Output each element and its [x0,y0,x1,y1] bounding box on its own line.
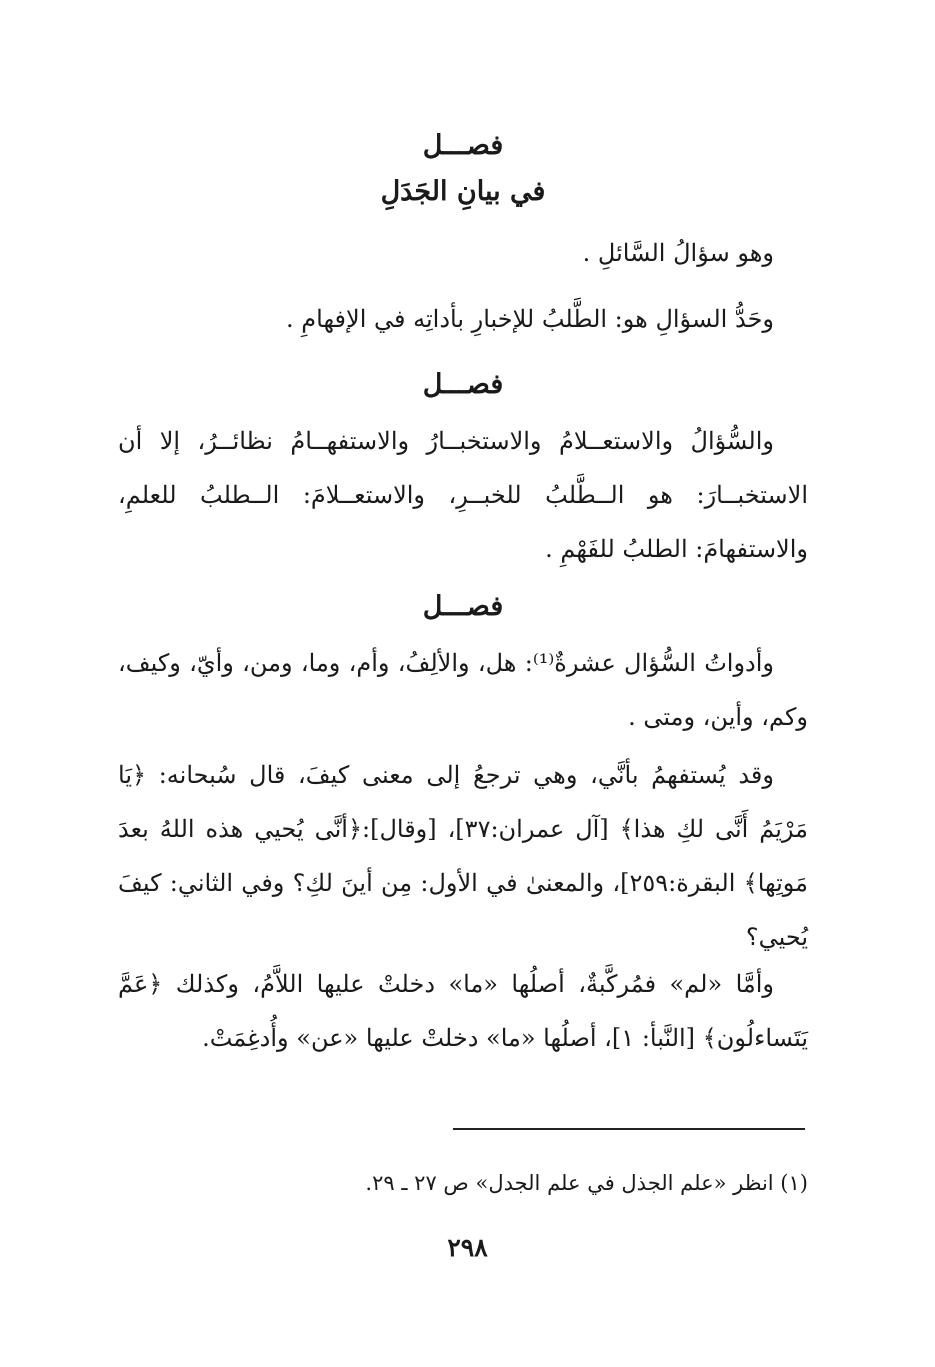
paragraph: وقد يُستفهمُ بأنَّي، وهي ترجعُ إلى معنى كيفَ، قال سُبحانه: ﴿يَا مَرْيَمُ أَنَّى لكِ هذا﴾ [آل عمران:٣٧]، [وقال]:﴿أنَّى يُحيي هذه اللهُ بعدَ مَوتِها﴾ البقرة:٢٥٩]، والمعنىٰ في الأول: مِن أينَ لكِ؟ وفي الثاني: كيفَ يُحيي؟ [118,761,809,951]
section-subtitle: في بيانِ الجَدَلِ [380,176,546,207]
section-heading: فصـــل [422,369,504,400]
page-number: ٢٩٨ [447,1233,488,1262]
paragraph: والسُّؤالُ والاستعــلامُ والاستخبــارُ والاستفهــامُ نظائــرُ، إلا أن الاستخبــارَ: هو الــطَّلبُ للخبــرِ، والاستعــلامَ: الــطلبُ للعلمِ، والاستفهامَ: الطلبُ للفَهْمِ . [118,427,808,563]
paragraph: وهو سؤالُ السَّائلِ . [582,239,774,267]
section-heading: فصـــل [422,591,504,622]
section-heading: فصـــل [422,130,504,161]
paragraph: وأدواتُ السُّؤال عشرةٌ⁽¹⁾: هل، والألِفُ، وأم، وما، ومن، وأيّ، وكيف، وكم، وأين، ومتى . [118,649,808,731]
paragraph: وحَدُّ السؤالِ هو: الطَّلبُ للإخبارِ بأداتِه في الإفهامِ . [286,305,774,333]
footnote: (١) انظر «علم الجذل في علم الجدل» ص ٢٧ ـ ٢٩. [365,1171,808,1195]
footnote-divider [453,1128,805,1130]
paragraph: وأمَّا «لم» فمُركَّبةٌ، أصلُها «ما» دخلتْ عليها اللاَّمُ، وكذلك ﴿عَمَّ يَتَساءلُون﴾ [النَّبأ: ١]، أصلُها «ما» دخلتْ عليها «عن» وأُدغِمَتْ. [118,970,808,1052]
